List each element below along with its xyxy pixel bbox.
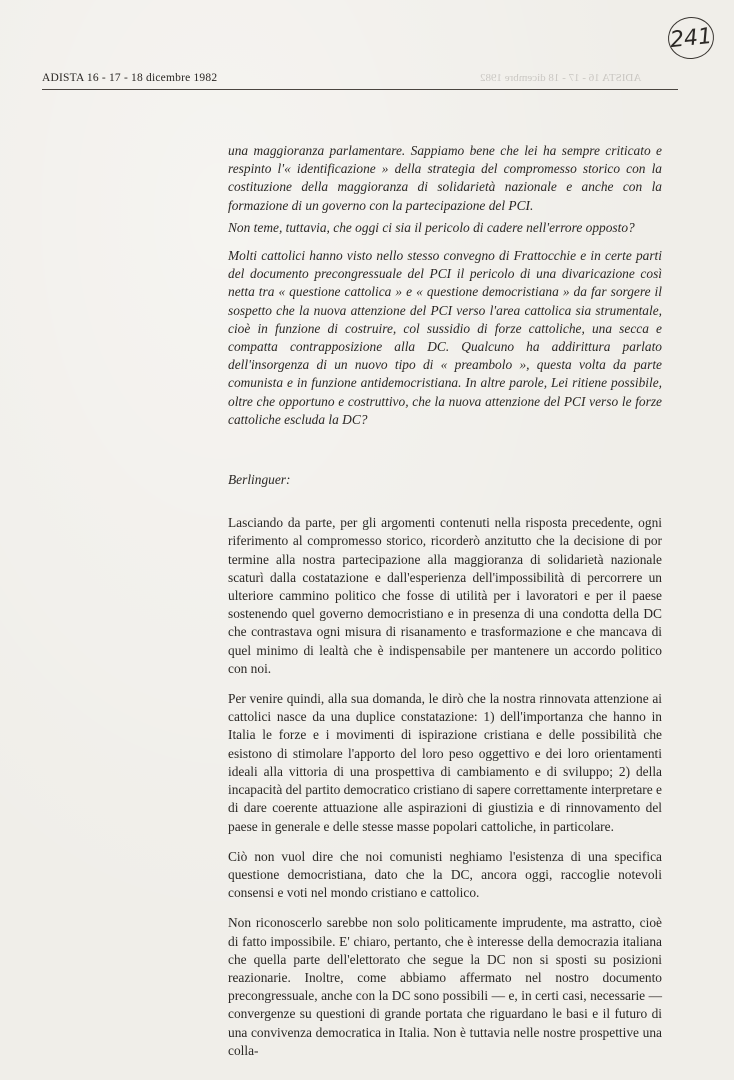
page-number-stamp: 241 <box>666 15 716 62</box>
header-rule <box>42 89 678 90</box>
answer-paragraph-1: Lasciando da parte, per gli argomenti contenuti nella risposta precedente, ogni riferimento al compromesso storico, ricorderò anzitutto che la decisione di por termine alla nostra partecipazione alla maggioranza di solidarietà nazionale scaturì dalla costatazione e dall'esperienza dell'impossibilità di percorrere un ulteriore cammino politico che fosse di utilità per i lavoratori e per il paese sostenendo quel governo democristiano e in presenza di una condotta della DC che contrastava ogni misura di risanamento e trasformazione e che mancava di quel minimo di lealtà che è indispensabile per mantenere un accordo politico con noi. <box>228 515 662 676</box>
question-paragraph-3: Molti cattolici hanno visto nello stesso convegno di Frattocchie e in certe parti del documento precongressuale del PCI il pericolo di una divaricazione così netta tra « questione cattolica » e « questione democristiana » da far sorgere il sospetto che la nuova attenzione del PCI verso l'area cattolica sia strumentale, cioè in funzione di costruire, col sussidio di forze cattoliche, una secca e compatta contrapposizione alla DC. Qualcuno ha addirittura parlato dell'insorgenza di un nuovo tipo di « preambolo », questa volta da parte comunista e in funzione antidemocristiana. In altre parole, Lei ritiene possibile, oltre che opportuno e costruttivo, che la nuova attenzione del PCI verso le forze cattoliche escluda la DC? <box>228 248 662 427</box>
question-paragraph-2: Non teme, tuttavia, che oggi ci sia il pericolo di cadere nell'errore opposto? <box>228 219 635 235</box>
answer-paragraph-3: Ciò non vuol dire che noi comunisti neghiamo l'esistenza di una specifica questione democristiana, dato che la DC, ancora oggi, raccoglie notevoli consensi e voti nel mondo cristiano e cattolico. <box>228 848 662 901</box>
answer-paragraph-2: Per venire quindi, alla sua domanda, le dirò che la nostra rinnovata attenzione ai cattolici nasce da una duplice constatazione: 1) dell'importanza che hanno in Italia le forze e i movimenti di ispirazione cristiana e delle possibilità che esistono di stimolare l'apporto del loro peso oggettivo e dei loro orientamenti ideali alla vittoria di una prospettiva di cambiamento e di sviluppo; 2) della incapacità del partito democratico cristiano di sapere correttamente interpretare e di dare coerente attuazione alle aspirazioni di giustizia e di rinnovamento del paese in generale e delle stesse masse popolari cattoliche, in particolare. <box>228 691 662 834</box>
show-through-header: ADISTA 16 - 17 - 18 dicembre 1982 <box>480 72 642 84</box>
article-body <box>228 142 662 1072</box>
speaker-label: Berlinguer: <box>228 472 291 488</box>
answer-paragraph-4: Non riconoscerlo sarebbe non solo politicamente imprudente, ma astratto, cioè di fatto impossibile. E' chiaro, pertanto, che è interesse della democrazia italiana che quella parte dell'elettorato che segue la DC non si sposti su posizioni reazionarie. Inoltre, come abbiamo affermato nel nostro documento precongressuale, anche con la DC sono possibili — e, in certi casi, necessarie — convergenze su questioni di grande portata che riguardano le basi e il futuro di una convivenza democratica in Italia. Non è tuttavia nelle nostre prospettive una colla- <box>228 915 662 1058</box>
running-header: ADISTA 16 - 17 - 18 dicembre 1982 <box>42 72 218 84</box>
question-paragraph-1: una maggioranza parlamentare. Sappiamo bene che lei ha sempre criticato e respinto l'« identificazione » della strategia del compromesso storico con la costituzione della maggioranza di solidarietà nazionale e anche con la formazione di un governo con la partecipazione del PCI. <box>228 143 662 213</box>
